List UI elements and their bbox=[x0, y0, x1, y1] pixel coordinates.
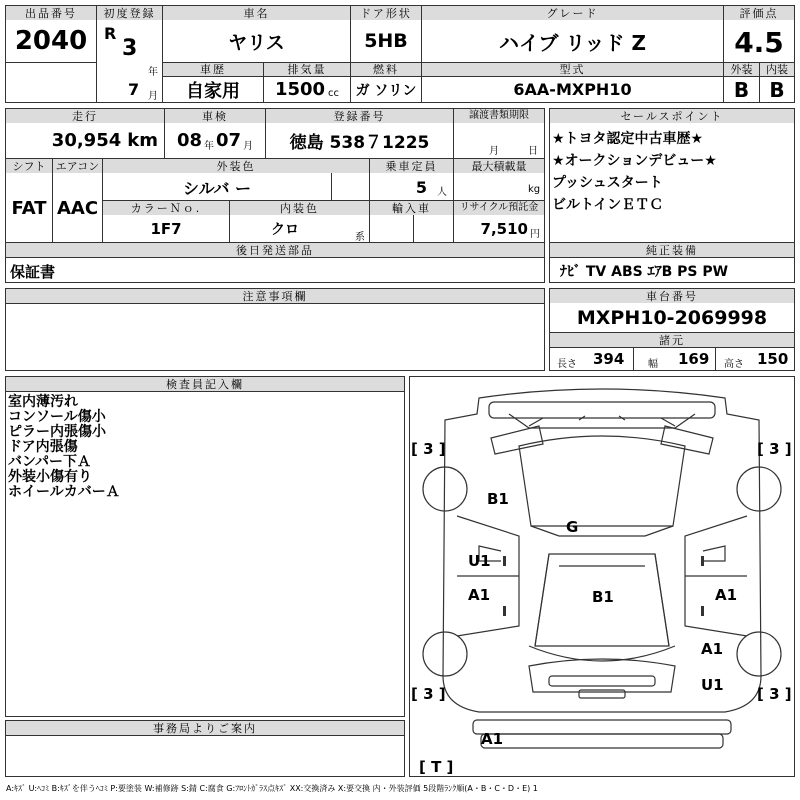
interior-color-label: 内装色 bbox=[230, 201, 369, 215]
length: 394 bbox=[593, 350, 625, 368]
sales-points-label: セールスポイント bbox=[550, 109, 794, 123]
door-type: 5HB bbox=[364, 30, 408, 52]
fuel-label: 燃料 bbox=[351, 63, 421, 76]
chassis-label: 車台番号 bbox=[550, 289, 794, 303]
transfer-label: 譲渡書類期限 bbox=[454, 109, 544, 123]
tire-rear-right: [ 3 ] bbox=[757, 685, 792, 703]
mileage-cell bbox=[6, 124, 164, 157]
chassis-number: MXPH10-2069998 bbox=[576, 307, 768, 329]
capacity-unit: 人 bbox=[437, 186, 447, 198]
damage-mark: A1 bbox=[715, 586, 738, 604]
lot-number: 2040 bbox=[14, 26, 88, 56]
load-unit: kg bbox=[528, 184, 541, 195]
reg-label: 初度登録 bbox=[97, 6, 162, 20]
sales-point: プッシュスタート bbox=[552, 175, 663, 191]
legend: A:ｷｽﾞ U:ﾍｺﾐ B:ｷｽﾞを伴うﾍｺﾐ P:要塗装 W:補修跡 S:錆 C:腐食 G:ﾌﾛﾝﾄｶﾞﾗｽ点ｷｽﾞ XX:交換済み X:要交換 内・外装評価 5段階ﾗﾝｸ順(A・B・C・D・E) 1 bbox=[6, 784, 538, 793]
int-grade: B bbox=[769, 77, 785, 102]
height-label: 高さ bbox=[724, 359, 744, 370]
displacement-unit: cc bbox=[328, 88, 340, 99]
recycle: 7,510 bbox=[480, 220, 528, 238]
year-unit: 年 bbox=[148, 67, 158, 78]
mileage-unit: km bbox=[127, 130, 158, 151]
height: 150 bbox=[757, 350, 789, 368]
tire-front-right: [ 3 ] bbox=[757, 440, 792, 458]
shift: FAT bbox=[11, 197, 47, 219]
era: R bbox=[104, 24, 117, 43]
later-parts-value: 保証書 bbox=[10, 263, 56, 281]
ac-label: エアコン bbox=[53, 159, 102, 173]
inspector-label: 検査員記入欄 bbox=[6, 377, 404, 391]
tire-rear-left: [ 3 ] bbox=[411, 685, 446, 703]
capacity-label: 乗車定員 bbox=[370, 159, 453, 173]
recycle-label: リサイクル預託金 bbox=[454, 201, 544, 215]
color: シルバ ー bbox=[182, 178, 252, 198]
plate: 徳島 538７1225 bbox=[289, 133, 430, 153]
sales-points-list bbox=[552, 128, 717, 216]
score: 4.5 bbox=[734, 25, 784, 59]
interior-color: クロ bbox=[271, 222, 299, 238]
tire-grade: 3 bbox=[769, 440, 780, 458]
history-label: 車歴 bbox=[163, 63, 263, 76]
import-label: 輸入車 bbox=[370, 201, 453, 215]
office-label: 事務局よりご案内 bbox=[6, 721, 404, 735]
damage-mark: A1 bbox=[468, 586, 491, 604]
inspector-line: 室内薄汚れ bbox=[8, 394, 78, 410]
score-label: 評価点 bbox=[724, 6, 794, 20]
tire-grade: 3 bbox=[423, 685, 434, 703]
damage-mark: B1 bbox=[592, 588, 614, 606]
shift-label: シフト bbox=[6, 159, 52, 173]
capacity: 5 bbox=[415, 177, 427, 197]
sales-point: ★オークションデビュー★ bbox=[552, 153, 717, 169]
tire-grade: 3 bbox=[423, 440, 434, 458]
reg-month: 7 bbox=[128, 80, 140, 99]
ext-grade: B bbox=[733, 77, 750, 102]
lot-label: 出品番号 bbox=[6, 6, 96, 20]
color-no: 1F7 bbox=[150, 220, 182, 238]
insp-month: 07 bbox=[216, 130, 242, 151]
inspector-notes bbox=[8, 395, 120, 500]
transfer-day: 日 bbox=[528, 146, 538, 157]
car-diagram bbox=[409, 376, 795, 777]
damage-mark: U1 bbox=[468, 552, 491, 570]
mileage: 30,954 bbox=[51, 130, 122, 151]
later-parts-frame bbox=[5, 257, 545, 283]
spare-tire: [ T ] bbox=[419, 758, 454, 776]
ac: AAC bbox=[56, 197, 99, 219]
reg-year: 3 bbox=[122, 36, 138, 61]
month-unit: 月 bbox=[148, 91, 158, 102]
recycle-unit: 円 bbox=[530, 228, 540, 240]
door-label: ドア形状 bbox=[351, 6, 421, 20]
equipment-value: ﾅﾋﾞ TV ABS ｴｱB PS PW bbox=[560, 264, 729, 280]
model-code: 6AA-MXPH10 bbox=[513, 80, 632, 99]
transfer-month: 月 bbox=[489, 146, 499, 157]
sales-point: ★トヨタ認定中古車歴★ bbox=[552, 131, 704, 147]
model-label: 型式 bbox=[422, 63, 723, 76]
displacement-label: 排気量 bbox=[264, 63, 350, 76]
insp-year-unit: 年 bbox=[204, 141, 214, 152]
inspection-label: 車検 bbox=[165, 109, 265, 123]
width: 169 bbox=[678, 350, 710, 368]
damage-mark: A1 bbox=[701, 640, 724, 658]
damage-mark: B1 bbox=[487, 490, 509, 508]
interior-color-suffix: 系 bbox=[355, 232, 365, 243]
capacity-cell bbox=[370, 174, 453, 200]
load-label: 最大積載量 bbox=[454, 159, 544, 173]
name-label: 車名 bbox=[163, 6, 350, 20]
dims-label: 諸元 bbox=[550, 333, 794, 347]
car-name: ヤリス bbox=[228, 31, 285, 54]
insp-month-unit: 月 bbox=[243, 141, 254, 152]
later-parts-label: 後日発送部品 bbox=[6, 243, 544, 257]
inspector-line: ピラー内張傷小 bbox=[8, 424, 106, 440]
length-label: 長さ bbox=[557, 359, 577, 370]
spare-grade: T bbox=[431, 758, 442, 776]
ext-label: 外装 bbox=[724, 63, 759, 76]
int-label: 内装 bbox=[760, 63, 794, 76]
tire-grade: 3 bbox=[769, 685, 780, 703]
equipment-label: 純正装備 bbox=[550, 243, 794, 257]
insp-year: 08 bbox=[176, 130, 202, 151]
recycle-cell bbox=[454, 216, 544, 242]
inspector-line: ドア内張傷 bbox=[8, 439, 78, 455]
grade: ハイブ リッド Z bbox=[498, 30, 647, 55]
inspector-line: 外装小傷有り bbox=[8, 469, 92, 485]
grade-label: グレード bbox=[422, 6, 723, 20]
width-label: 幅 bbox=[648, 359, 658, 370]
inspection-cell bbox=[165, 124, 265, 157]
sales-point: ビルトインＥＴＣ bbox=[552, 197, 664, 213]
damage-mark: U1 bbox=[701, 676, 724, 694]
tire-front-left: [ 3 ] bbox=[411, 440, 446, 458]
inspector-line: コンソール傷小 bbox=[8, 409, 106, 425]
damage-mark: A1 bbox=[481, 730, 504, 748]
damage-mark: G bbox=[566, 518, 579, 536]
mileage-label: 走行 bbox=[6, 109, 164, 123]
displacement-cell bbox=[264, 77, 350, 102]
inspector-line: ホイールカバーＡ bbox=[8, 484, 120, 500]
plate-label: 登録番号 bbox=[266, 109, 453, 123]
color-no-label: カラーＮｏ. bbox=[103, 201, 229, 215]
displacement: 1500 bbox=[274, 79, 326, 100]
fuel: ガ ソリン bbox=[355, 82, 417, 99]
history: 自家用 bbox=[186, 80, 240, 102]
notes-label: 注意事項欄 bbox=[6, 289, 544, 303]
color-label: 外装色 bbox=[103, 159, 369, 173]
inspector-line: バンパー下Ａ bbox=[8, 454, 92, 470]
